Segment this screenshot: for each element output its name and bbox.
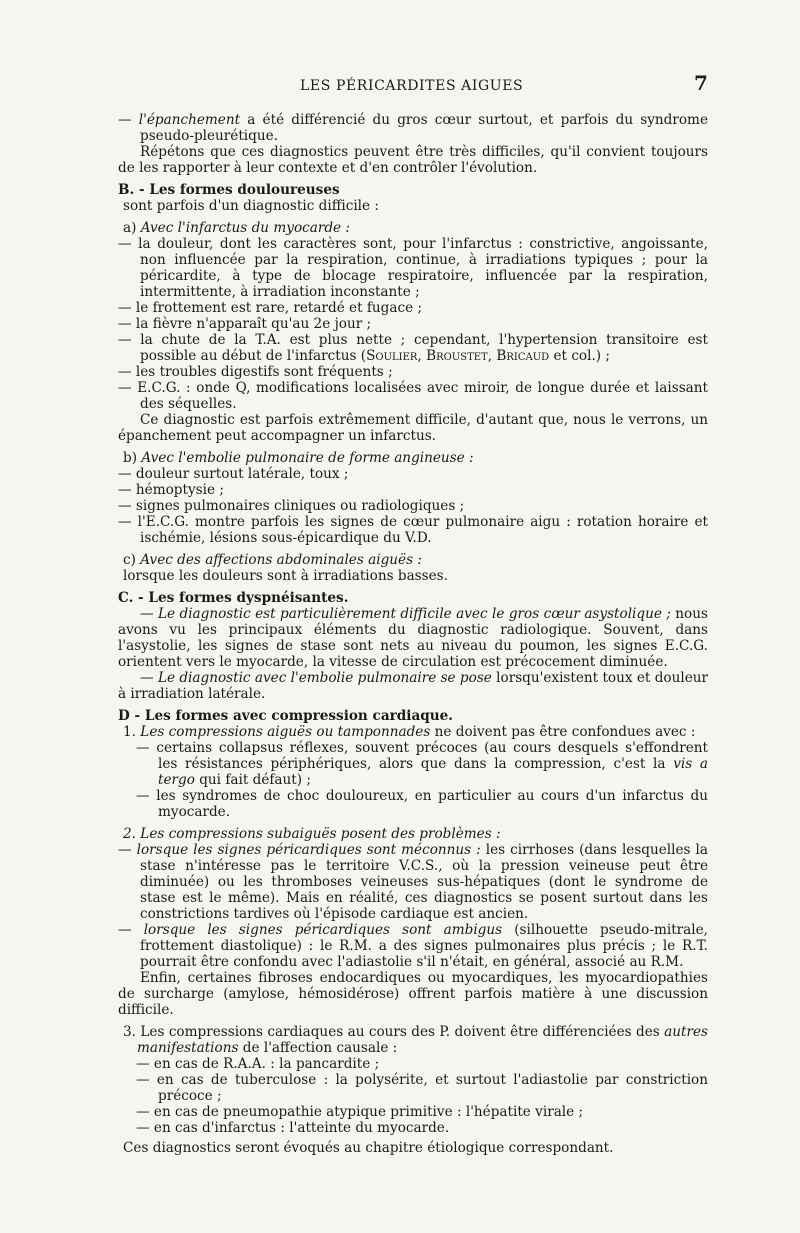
list-item: — l'E.C.G. montre parfois les signes de cœur pulmonaire aigu : rotation horaire et ischémie, lésions sous-épicardique du V.D. [118,514,708,546]
list-item: — le frottement est rare, retardé et fugace ; [118,300,423,316]
paragraph-epanchement: — l'épanchement a été différencié du gros cœur surtout, et parfois du syndrome pseudo-pleurétique. [118,112,708,144]
paragraph-fibroses: Enfin, certaines fibroses endocardiques ou myocardiques, les myocardiopathies de surcharge (amylose, hémosidérose) offrent parfois matière à une discussion difficile. [118,970,708,1018]
list-item: — en cas de pneumopathie atypique primitive : l'hépatite virale ; [136,1104,584,1120]
page-body [118,112,708,1156]
page-header [0,71,800,98]
numbered-item-3: 3. Les compressions cardiaques au cours des P. doivent être différenciées des autres manifestations de l'affection causale : [123,1024,708,1056]
list-item: — douleur surtout latérale, toux ; [118,466,349,482]
paragraph-embolie-pulmonaire: — Le diagnostic avec l'embolie pulmonaire se pose lorsqu'existent toux et douleur à irradiation latérale. [118,670,708,702]
list-item: — la fièvre n'apparaît qu'au 2e jour ; [118,316,372,332]
subheading-embolie: b) Avec l'embolie pulmonaire de forme angineuse : [123,450,474,466]
paragraph-infarctus-note: Ce diagnostic est parfois extrêmement difficile, d'autant que, nous le verrons, un épanchement peut accompagner un infarctus. [118,412,708,444]
list-item: — en cas de tuberculose : la polysérite, et surtout l'adiastolie par constriction précoce ; [136,1072,708,1104]
list-item: — certains collapsus réflexes, souvent précoces (au cours desquels s'effondrent les résistances périphériques, alors que dans la compression, c'est la vis a tergo qui fait défaut) ; [136,740,709,788]
section-heading-c: C. - Les formes dyspnéisantes. [118,590,349,606]
list-item: — la douleur, dont les caractères sont, pour l'infarctus : constrictive, angoissante, non influencée par la respiration, continue, à irradiations typiques ; pour la péricardite, à type de blocage respiratoire, influencée par la respiration, intermittente, à irradiation inconstante ; [118,236,708,300]
list-item: — E.C.G. : onde Q, modifications localisées avec miroir, de longue durée et laissant des séquelles. [118,380,708,412]
section-heading-b: B. - Les formes douloureuses [118,182,340,198]
page-number: 7 [694,71,708,95]
numbered-item-1: 1. Les compressions aiguës ou tamponnades ne doivent pas être confondues avec : [123,724,696,740]
list-item: — hémoptysie ; [118,482,224,498]
list-item: — en cas d'infarctus : l'atteinte du myocarde. [136,1120,450,1136]
paragraph-abdominales: lorsque les douleurs sont à irradiations basses. [123,568,448,584]
paragraph-asystolique: — Le diagnostic est particulièrement difficile avec le gros cœur asystolique ; nous avons vu les principaux éléments du diagnostic radiologique. Souvent, dans l'asystolie, les signes de stase sont nets au niveau du poumon, les signes E.C.G. orientent vers le myocarde, la vitesse de circulation est précocement diminuée. [118,606,708,670]
closing-sentence: Ces diagnostics seront évoqués au chapitre étiologique correspondant. [123,1140,614,1156]
list-item: — les troubles digestifs sont fréquents ; [118,364,393,380]
subheading-abdominales: c) Avec des affections abdominales aiguës : [123,552,422,568]
list-item: — la chute de la T.A. est plus nette ; cependant, l'hypertension transitoire est possible au début de l'infarctus (Soulier, Broustet, Bricaud et col.) ; [118,332,708,364]
list-item: — signes pulmonaires cliniques ou radiologiques ; [118,498,465,514]
running-title: LES PÉRICARDITES AIGUES [300,78,524,94]
list-item: — les syndromes de choc douloureux, en particulier au cours d'un infarctus du myocarde. [136,788,708,820]
paragraph-repetons: Répétons que ces diagnostics peuvent être très difficiles, qu'il convient toujours de les rapporter à leur contexte et d'en contrôler l'évolution. [118,144,708,176]
list-item: — lorsque les signes péricardiques sont méconnus : les cirrhoses (dans lesquelles la stase n'intéresse pas le territoire V.C.S., où la pression veineuse peut être diminuée) ou les thromboses veineuses sus-hépatiques (dont le syndrome de stase est le même). Mais en réalité, ces diagnostics se posent surtout dans les constrictions tardives où l'épisode cardiaque est ancien. [118,842,709,922]
list-item: — en cas de R.A.A. : la pancardite ; [136,1056,380,1072]
numbered-item-2: 2. Les compressions subaiguës posent des problèmes : [123,826,501,842]
subheading-infarctus: a) Avec l'infarctus du myocarde : [123,220,351,236]
section-b-intro: sont parfois d'un diagnostic difficile : [123,198,379,214]
section-heading-d: D - Les formes avec compression cardiaque. [118,708,454,724]
list-item: — lorsque les signes péricardiques sont ambigus (silhouette pseudo-mitrale, frottement diastolique) : le R.M. a des signes pulmonaires plus précis ; le R.T. pourrait être confondu avec l'adiastolie s'il n'était, en général, associé au R.M. [118,922,708,970]
